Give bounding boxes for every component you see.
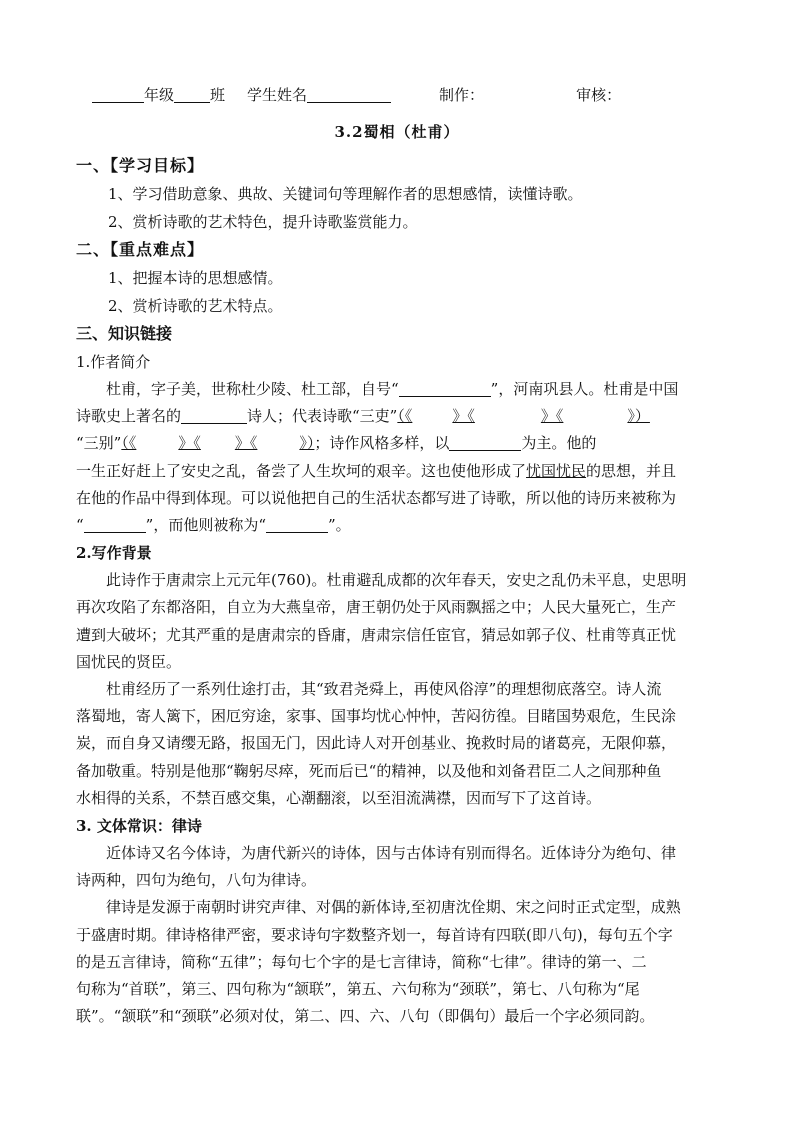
goal-item-1: 1、学习借助意象、典故、关键词句等理解作者的思想感情，读懂诗歌。	[108, 185, 583, 203]
lvshi-heading: 3. 文体常识：律诗	[76, 817, 202, 836]
grade-blank[interactable]	[92, 86, 144, 103]
author-intro-paragraph: 杜甫，字子美，世称杜少陵、杜工部，自号“ ”，河南巩县人。杜甫是中国 诗歌史上著名的 诗人；代表诗歌“三吏”（《 》《 》《 》） “三别”（《 》《 》《 》）；诗作风格多样，以 为主。他的 一生正好赶上了安史之乱，备尝了人生坎坷的艰辛。这也使他形成了忧国忧民的思想，并且 在他的作品中得到体现。可以说他把自己的生活状态都写进了诗歌，所以他的诗历来被称为 “ ”，而他则被称为“ ”。	[76, 380, 679, 535]
nickname-blank[interactable]	[399, 380, 491, 397]
lvshi-paragraph-2: 律诗是发源于南朝时讲究声律、对偶的新体诗,至初唐沈佺期、宋之问时正式定型，成熟 于盛唐时期。律诗格律严密，要求诗句字数整齐划一，每首诗有四联(即八句)，每句五个字 的是五言律诗，简称“五律”；每句七个字的是七言律诗，简称“七律”。律诗的第一、二 句称为“首联”，第三、四句称为“颔联”，第五、六句称为“颈联”，第七、八句称为“尾 联”。“颔联”和“颈联”必须对仗，第二、四、六、八句（即偶句）最后一个字必须同韵。	[76, 898, 681, 1026]
style-blank[interactable]	[449, 434, 521, 451]
author-intro-heading: 1.作者简介	[76, 353, 151, 371]
section-learning-goals-heading: 一、【学习目标】	[76, 156, 205, 175]
background-paragraph-1: 此诗作于唐肃宗上元元年(760)。杜甫避乱成都的次年春天，安史之乱仍未平息，史思明 再次攻陷了东都洛阳，自立为大燕皇帝，唐王朝仍处于风雨飘摇之中；人民大量死亡，生产 遭到大破坏；尤其严重的是唐肃宗的昏庸，唐肃宗信任宦官，猜忌如郭子仪、杜甫等真正忧 国忧民的贤臣。	[76, 571, 687, 671]
class-blank[interactable]	[174, 86, 210, 103]
background-paragraph-2: 杜甫经历了一系列仕途打击，其“致君尧舜上，再使风俗淳”的理想彻底落空。诗人流 落蜀地，寄人篱下，困厄穷途，家事、国事均忧心忡忡，苦闷彷徨。目睹国势艰危，生民涂 炭，而自身又请缨无路，报国无门，因此诗人对开创基业、挽救时局的诸葛亮，无限仰慕， 备加敬重。特别是他那“鞠躬尽瘁，死而后已“的精神，以及他和刘备君臣二人之间那种鱼 水相得的关系，不禁百感交集，心潮翻滚，以至泪流满襟，因而写下了这首诗。	[76, 680, 677, 807]
header-info-line	[92, 84, 712, 105]
background-heading: 2.写作背景	[76, 544, 152, 563]
grade-label: 年级	[144, 86, 175, 104]
poet-type-blank[interactable]	[181, 407, 247, 424]
patriotism-underlined: 忧国忧民	[526, 461, 587, 480]
section-knowledge-heading: 三、知识链接	[76, 324, 173, 343]
page-title: 3.2蜀相（杜甫）	[334, 123, 460, 141]
key-point-item-1: 1、把握本诗的思想感情。	[108, 269, 283, 287]
reviewed-by-label: 审核：	[576, 86, 622, 104]
student-name-blank[interactable]	[307, 86, 391, 103]
key-point-item-2: 2、赏析诗歌的艺术特点。	[108, 297, 283, 315]
san-bie-blanks[interactable]: （《 》《 》《 》）	[121, 434, 315, 453]
poet-title-blank[interactable]	[266, 516, 328, 533]
section-key-points-heading: 二、【重点难点】	[76, 240, 205, 259]
goal-item-2: 2、赏析诗歌的艺术特色，提升诗歌鉴赏能力。	[108, 213, 418, 231]
poetry-title-blank[interactable]	[84, 516, 146, 533]
student-name-label: 学生姓名	[247, 86, 308, 104]
lvshi-paragraph-1: 近体诗又名今体诗，为唐代新兴的诗体，因与古体诗有别而得名。近体诗分为绝句、律 诗两种，四句为绝句，八句为律诗。	[76, 844, 677, 890]
san-li-blanks[interactable]: （《 》《 》《 》）	[397, 407, 650, 426]
content-body	[76, 152, 718, 1030]
class-label: 班	[210, 86, 226, 104]
made-by-label: 制作：	[439, 86, 485, 104]
